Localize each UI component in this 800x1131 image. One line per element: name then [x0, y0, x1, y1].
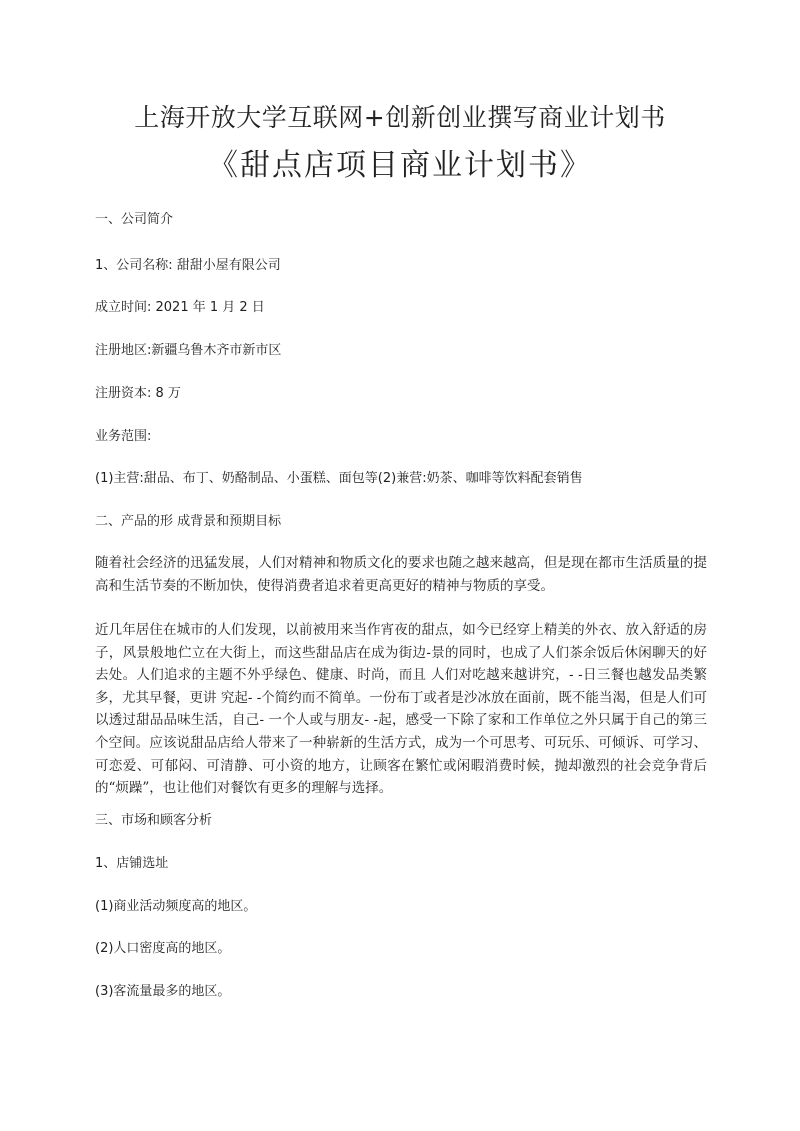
location-item: (3)客流量最多的地区。 [95, 984, 231, 999]
registered-capital: 注册资本: 8 万 [95, 386, 181, 401]
registered-region: 注册地区:新疆乌鲁木齐市新市区 [95, 343, 282, 358]
paragraph-trends: 近几年居住在城市的人们发现，以前被用来当作宵夜的甜点，如今已经穿上精美的外衣、放入舒适的房子，风景般地伫立在大街上，而这些甜品店在成为街边-景的同时，也成了人们茶余饭后休闲聊天的好去处。人们追求的主题不外乎绿色、健康、时尚，而且 人们对吃越来越讲究，- -日三餐也越发品类繁多，尤其早餐，更讲 究起- -个简约而不简单。一份布丁或者是沙冰放在面前，既不能当渴，但是人们可以透过甜品品味生活，自己- 一个人或与朋友- -起，感受一下除了家和工作单位之外只属于自己的第三个空间。应该说甜品店给人带来了一种崭新的生活方式，成为一个可思考、可玩乐、可倾诉、可学习、可恋爱、可郁闷、可清静、可小资的地方，让顾客在繁忙或闲暇消费时候，抛却激烈的社会竞争背后的“烦躁”，也让他们对餐饮有更多的理解与选择。 [95, 622, 707, 797]
location-item: (2)人口密度高的地区。 [95, 941, 231, 956]
document-title-line2: 《甜点店项目商业计划书》 [208, 148, 592, 183]
paragraph-background: 随着社会经济的迅猛发展，人们对精神和物质文化的要求也随之越来越高，但是现在都市生活质量的提高和生活节奏的不断加快，使得消费者追求着更高更好的精神与物质的享受。 [95, 555, 707, 594]
section2-heading: 二、产品的形 成背景和预期目标 [95, 514, 282, 529]
company-name: 1、公司名称: 甜甜小屋有限公司 [95, 258, 281, 273]
subsection-store-location: 1、店铺选址 [95, 856, 169, 871]
section1-heading: 一、公司简介 [95, 212, 174, 227]
business-scope-label: 业务范围: [95, 429, 152, 444]
document-title-line1: 上海开放大学互联网+创新创业撰写商业计划书 [134, 103, 666, 132]
location-item: (1)商业活动频度高的地区。 [95, 899, 257, 914]
business-scope: (1)主营:甜品、布丁、奶酪制品、小蛋糕、面包等(2)兼营:奶茶、咖啡等饮料配套销售 [95, 471, 583, 486]
founded-date: 成立时间: 2021 年 1 月 2 日 [95, 300, 265, 315]
section3-heading: 三、市场和顾客分析 [95, 813, 213, 828]
